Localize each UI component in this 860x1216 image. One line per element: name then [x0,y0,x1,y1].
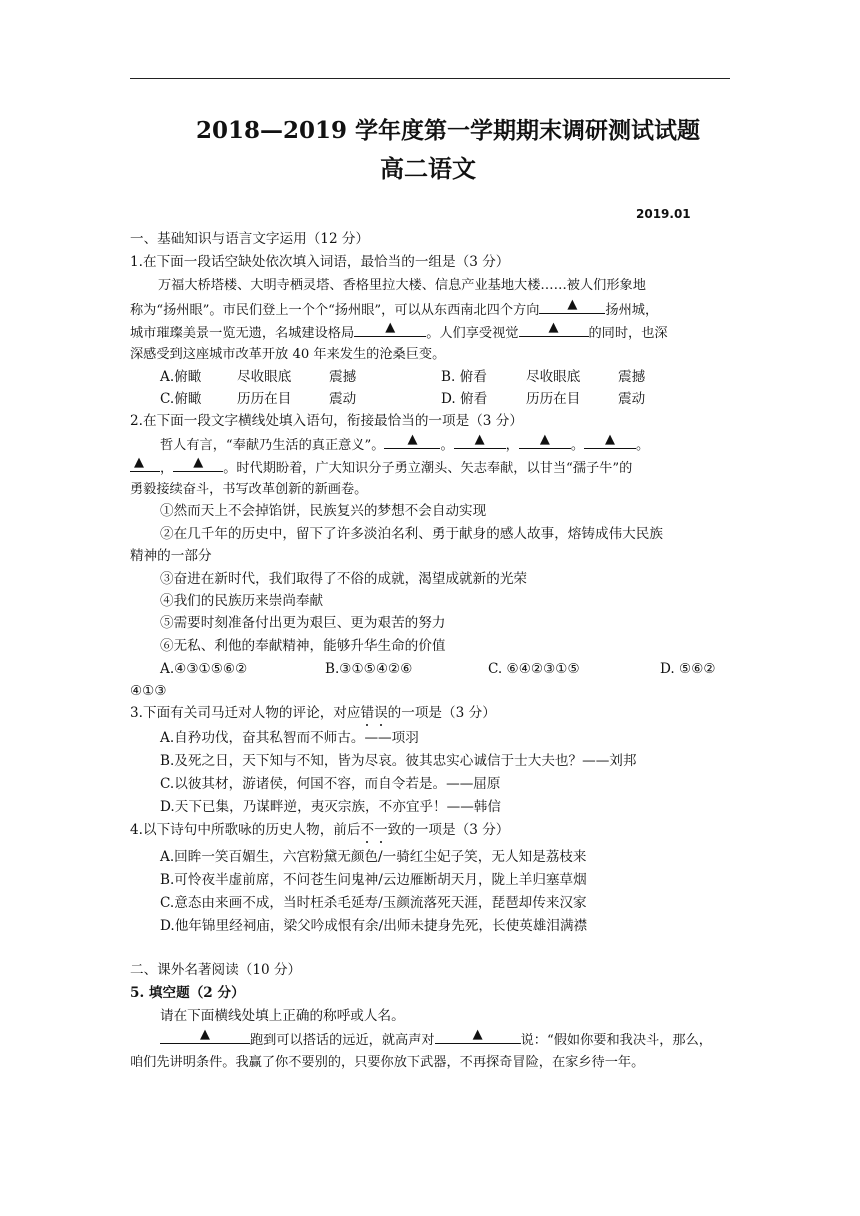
q3-option-b[interactable]: B.及死之日，天下知与不知，皆为尽哀。彼其忠实心诚信于士大夫也？——刘邦 [160,753,637,769]
q1-option-d[interactable]: D. 俯看 历历在目 震动 [441,391,646,407]
q2-option-b[interactable]: B.③①⑤④②⑥ [325,661,413,677]
answer-blank[interactable] [130,457,160,472]
answer-blank[interactable] [435,1029,521,1044]
exam-subtitle: 高二语文 [380,154,476,183]
q2-item: ②在几千年的历史中，留下了许多淡泊名利、勇于献身的感人故事，熔铸成伟大民族 [160,526,663,542]
blank-marker-icon: ▲ [472,1027,483,1042]
answer-blank[interactable] [539,299,605,314]
blank-marker-icon: ▲ [539,432,550,447]
blank-marker-icon: ▲ [407,432,418,447]
blank-marker-icon: ▲ [548,320,559,335]
section2-heading: 二、课外名著阅读（10 分） [130,962,302,978]
q4-option-d[interactable]: D.他年锦里经祠庙，梁父吟成恨有余/出师未捷身先死，长使英雄泪满襟 [160,918,588,934]
blank-marker-icon: ▲ [567,297,578,312]
q1-option-c[interactable]: C.俯瞰 历历在目 震动 [160,391,357,407]
blank-marker-icon: ▲ [474,432,485,447]
q2-passage-line: 哲人有言，“奉献乃生活的真正意义”。 ▲ 。 ▲ ， ▲ 。 ▲ 。 [160,432,650,453]
blank-marker-icon: ▲ [385,320,396,335]
q2-option-a[interactable]: A.④③①⑤⑥② [160,661,248,677]
q5-instruction: 请在下面横线处填上正确的称呼或人名。 [160,1008,405,1024]
blank-marker-icon: ▲ [134,455,144,470]
q2-option-d[interactable]: D. ⑤⑥② [660,661,716,677]
answer-blank[interactable] [384,434,440,449]
q2-item: ①然而天上不会掉馅饼，民族复兴的梦想不会自动实现 [160,503,487,519]
q4-option-c[interactable]: C.意态由来画不成，当时枉杀毛延寿/玉颜流落死天涯，琵琶却传来汉家 [160,895,587,911]
q1-option-a[interactable]: A.俯瞰 尽收眼底 震撼 [160,369,357,385]
q1-passage-line: 深感受到这座城市改革开放 40 年来发生的沧桑巨变。 [130,347,446,362]
emphasis-dot-char: 一 [374,822,388,838]
answer-blank[interactable] [173,457,223,472]
q5-passage-line: 咱们先讲明条件。我赢了你不要别的，只要你放下武器，不再探奇冒险，在家乡待一年。 [130,1055,645,1070]
blank-marker-icon: ▲ [605,432,616,447]
q5-passage-line: ▲ 跑到可以搭话的远近，就高声对 ▲ 说：“假如你要和我决斗，那么， [160,1029,712,1051]
q2-option-c[interactable]: C. ⑥④②③①⑤ [488,661,580,677]
q3-option-d[interactable]: D.天下已集，乃谋畔逆，夷灭宗族，不亦宜乎！——韩信 [160,799,501,815]
answer-blank[interactable] [354,322,426,337]
answer-blank[interactable] [519,434,571,449]
section1-heading: 一、基础知识与语言文字运用（12 分） [130,231,370,247]
answer-blank[interactable] [160,1029,250,1044]
exam-date: 2019.01 [636,207,691,221]
q1-passage-line: 称为“扬州眼”。市民们登上一个个“扬州眼”，可以从东西南北四个方向 ▲ 扬州城， [130,297,659,318]
q4-stem: 4.以下诗句中所歌咏的历史人物，前后不一致的一项是（3 分） [130,822,510,838]
header-rule [130,78,730,79]
q4-option-a[interactable]: A.回眸一笑百媚生，六宫粉黛无颜色/一骑红尘妃子笑，无人知是荔枝来 [160,849,587,865]
q2-item: ③奋进在新时代，我们取得了不俗的成就，渴望成就新的光荣 [160,571,528,587]
emphasis-dot-char: 不 [360,822,375,838]
q2-item: ⑤需要时刻准备付出更为艰巨、更为艰苦的努力 [160,615,446,631]
q1-passage-line: 万福大桥塔楼、大明寺栖灵塔、香格里拉大楼、信息产业基地大楼……被人们形象地 [158,278,646,293]
q2-item: 精神的一部分 [130,548,212,564]
emphasis-dot-char: 误 [374,705,388,721]
blank-marker-icon: ▲ [193,455,204,470]
q2-item: ④我们的民族历来崇尚奉献 [160,593,324,609]
q3-option-a[interactable]: A.自矜功伐，奋其私智而不师古。——项羽 [160,730,419,746]
q3-option-c[interactable]: C.以彼其材，游诸侯，何国不容，而自令若是。——屈原 [160,776,501,792]
q2-passage-line: ▲ ， ▲ 。时代期盼着，广大知识分子勇立潮头、矢志奉献，以甘当“孺子牛”的 [130,457,632,479]
q1-stem: 1.在下面一段话空缺处依次填入词语，最恰当的一组是（3 分） [130,254,510,270]
blank-marker-icon: ▲ [200,1027,210,1042]
answer-blank[interactable] [519,322,589,337]
answer-blank[interactable] [584,434,636,449]
q2-item: ⑥无私、利他的奉献精神，能够升华生命的价值 [160,638,446,654]
exam-title: 2018—2019 学年度第一学期期末调研测试试题 [196,117,701,144]
q2-stem: 2.在下面一段文字横线处填入语句，衔接最恰当的一项是（3 分） [130,413,523,429]
q2-option-d-continued: ④①③ [130,683,167,699]
q4-option-b[interactable]: B.可怜夜半虚前席，不问苍生问鬼神/云边雁断胡天月，陇上羊归塞草烟 [160,872,587,888]
q1-passage-line: 城市璀璨美景一览无遗，名城建设格局 ▲ 。人们享受视觉 ▲ 的同时，也深 [130,320,668,341]
q3-stem: 3.下面有关司马迁对人物的评论，对应错误的一项是（3 分） [130,705,496,721]
answer-blank[interactable] [454,434,506,449]
q1-option-b[interactable]: B. 俯看 尽收眼底 震撼 [441,369,646,385]
emphasis-dot-char: 错 [360,705,375,721]
q2-passage-line: 勇毅接续奋斗，书写改革创新的新画卷。 [130,482,368,497]
q5-stem: 5. 填空题（2 分） [130,985,245,1001]
